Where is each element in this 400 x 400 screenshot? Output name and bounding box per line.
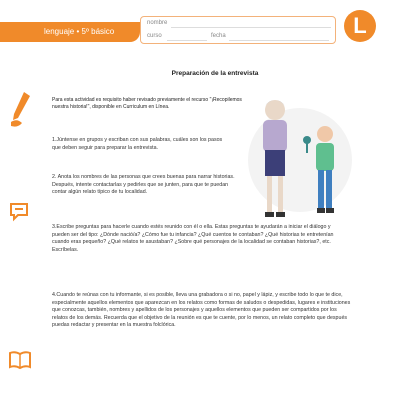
class-field-label: curso: [147, 33, 162, 39]
date-field[interactable]: [229, 40, 329, 41]
intro-paragraph: Para esta actividad es requisito haber revisado previamente el recurso "¡Recopilemos nuestra historia!", disponible en Curriculum en Línea.: [52, 97, 242, 110]
open-book-icon: [8, 350, 32, 370]
subject-label: lenguaje: [44, 27, 75, 36]
name-field[interactable]: [171, 27, 331, 28]
page-title: Preparación de la entrevista: [171, 70, 259, 77]
step-3: 3.Escribe preguntas para hacerle cuando estés reunido con él o ella. Estas preguntas te ayudarán a iniciar el diálogo y pueden ser del tipo: ¿Dónde nació/a? ¿Cómo fue tu infancia? ¿Qué cuentos te contaban? ¿Qué historias te entretenían cuando eras pequeño? ¿Qué relatos te asustaban? ¿Sobre qué personajes de la localidad se contaban historias?, etc. Escríbelas.: [52, 224, 334, 253]
pencil-icon: [8, 90, 34, 130]
grade-label: 5º básico: [81, 27, 115, 36]
date-field-label: fecha: [211, 33, 226, 39]
student-info-form: [140, 16, 336, 44]
name-field-label: nombre: [147, 20, 168, 26]
step-4: 4.Cuando te reúnas con tu informante, si es posible, lleva una grabadora o si no, papel y lápiz, y escribe todo lo que te dice, especialmente aquellos elementos que aparezcan en los relatos como formas de saludos o despedidas, lugares e instituciones que conozcas, también, nombres y apellidos de los personajes y aquellos elementos que pueden ser compartidos por los relatos de los demás. Recuerda que el objetivo de la reunión es que te cuente, por lo menos, un relato completo que después puedas redactar y presentar en la muestra folclórica.: [52, 292, 351, 328]
step-1: 1.Júntense en grupos y escriban con sus palabras, cuáles son los pasos que deben seguir para preparar la entrevista.: [52, 137, 223, 151]
step-2: 2. Anota los nombres de las personas que crees buenas para narrar historias. Después, intente contactarlas y pedirles que se junten, para que te puedan contar algún relato típico de tu localidad.: [52, 174, 235, 195]
class-field[interactable]: [167, 40, 207, 41]
grandmother-and-child-illustration: [245, 90, 355, 230]
header-separator: •: [76, 27, 80, 36]
header-subject: [44, 27, 114, 36]
speech-bubble-icon: [8, 200, 30, 222]
subject-badge: L: [344, 10, 376, 42]
